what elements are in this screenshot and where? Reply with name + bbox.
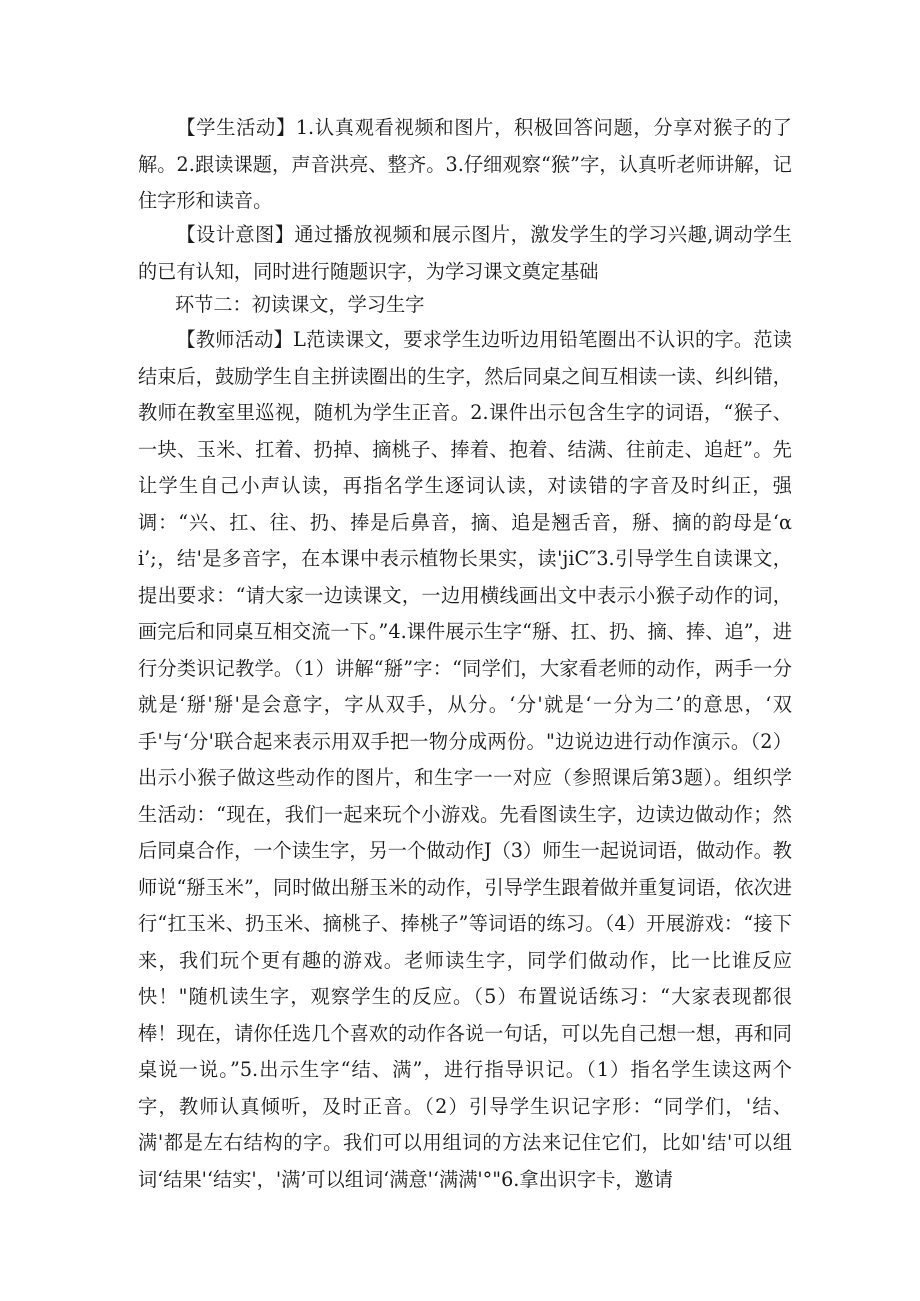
student-activity-paragraph: 【学生活动】1.认真观看视频和图片，积极回答问题，分享对猴子的了解。2.跟读课题，声音洪亮、整齐。3.仔细观察“猴”字，认真听老师讲解，记住字形和读音。 <box>138 116 792 212</box>
design-intent-paragraph: 【设计意图】通过播放视频和展示图片，激发学生的学习兴趣,调动学生的已有认知，同时进行随题识字，为学习课文奠定基础 <box>138 223 792 283</box>
teacher-activity-paragraph: 【教师活动】L范读课文，要求学生边听边用铅笔圈出不认识的字。范读结束后，鼓励学生自主拼读圈出的生字，然后同桌之间互相读一读、纠纠错，教师在教室里巡视，随机为学生正音。2.课件出示包含生字的词语，“猴子、一块、玉米、扛着、扔掉、摘桃子、捧着、抱着、结满、往前走、追赶”。先让学生自己小声认读，再指名学生逐词认读，对读错的字音及时纠正，强调：“兴、扛、往、扔、捧是后鼻音，摘、追是翘舌音，掰、摘的韵母是‘αi’;，结'是多音字，在本课中表示植物长果实，读'jiC″3.引导学生自读课文，提出要求：“请大家一边读课文，一边用横线画出文中表示小猴子动作的词，画完后和同桌互相交流一下。”4.课件展示生字“掰、扛、扔、摘、捧、追”，进行分类识记教学。（1）讲解“掰”字：“同学们，大家看老师的动作，两手一分就是‘掰'掰'是会意字，字从双手，从分。‘分'就是‘一分为二’的意思，‘双手'与‘分'联合起来表示用双手把一物分成两份。"边说边进行动作演示。（2）出示小猴子做这些动作的图片，和生字一一对应（参照课后第3题）。组织学生活动：“现在，我们一起来玩个小游戏。先看图读生字，边读边做动作；然后同桌合作，一个读生字，另一个做动作J（3）师生一起说词语，做动作。教师说“掰玉米”，同时做出掰玉米的动作，引导学生跟着做并重复词语，依次进行“扛玉米、扔玉米、摘桃子、捧桃子”等词语的练习。（4）开展游戏：“接下来，我们玩个更有趣的游戏。老师读生字，同学们做动作，比一比谁反应快！"随机读生字，观察学生的反应。（5）布置说话练习：“大家表现都很棒！现在，请你任选几个喜欢的动作各说一句话，可以先自己想一想，再和同桌说一说。”5.出示生字“结、满”，进行指导识记。（1）指名学生读这两个字，教师认真倾听，及时正音。（2）引导学生识记字形：“同学们，'结、满'都是左右结构的字。我们可以用组词的方法来记住它们，比如'结'可以组词‘结果'‘结实'，'满’可以组词‘满意'‘满满'°"6.拿出识字卡，邀请 <box>138 328 792 1191</box>
section-title: 环节二：初读课文，学习生字 <box>175 293 425 316</box>
